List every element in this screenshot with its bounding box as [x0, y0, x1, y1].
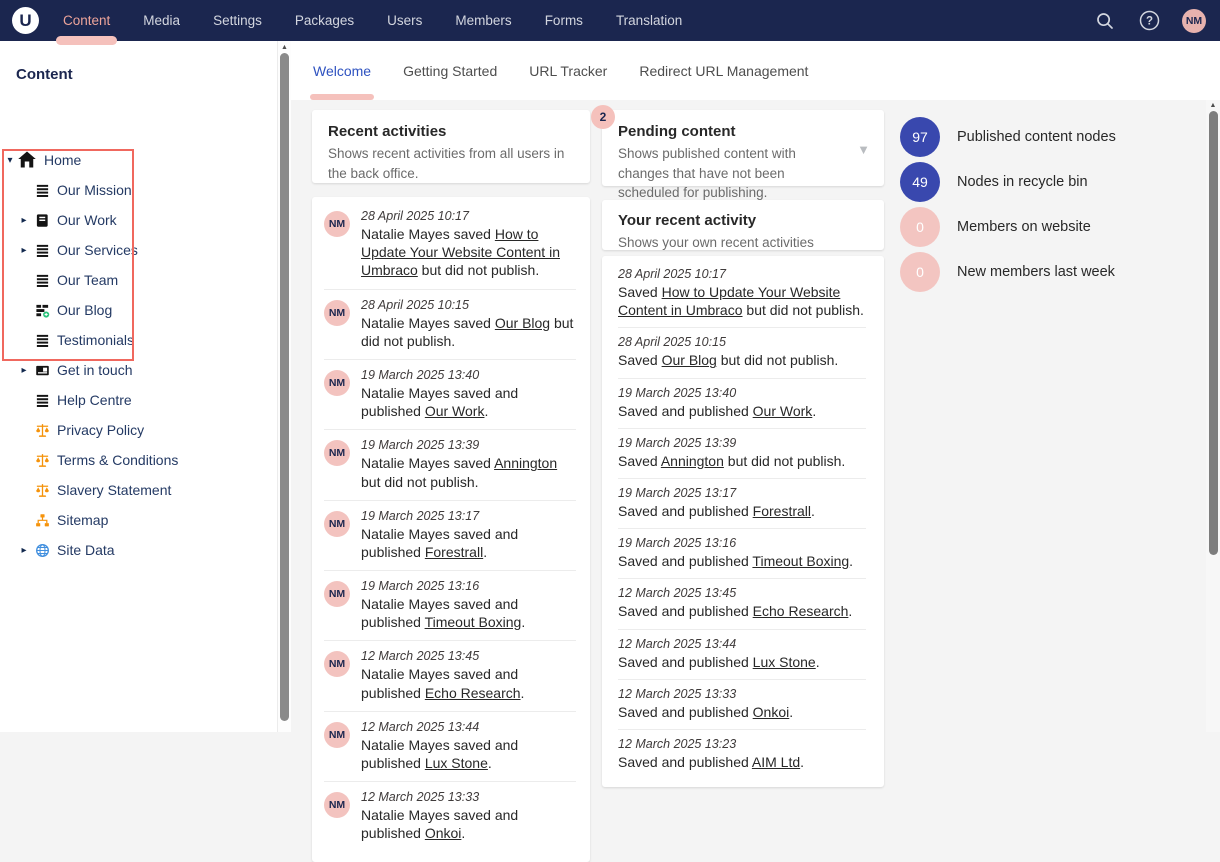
- topnav-item-settings[interactable]: [213, 0, 262, 41]
- sidebar-section-title: Content: [16, 66, 73, 83]
- stat-label: Nodes in recycle bin: [957, 174, 1088, 190]
- activity-entry: [618, 479, 866, 529]
- activity-date: 12 March 2025 13:23: [618, 736, 737, 751]
- pending-content-expand-caret[interactable]: ▼: [857, 142, 870, 157]
- sidebar-item-get-in-touch[interactable]: [0, 355, 277, 385]
- main-scrollbar-thumb[interactable]: [1209, 111, 1218, 555]
- activity-date: 12 March 2025 13:33: [361, 790, 480, 805]
- dashboard-tab-label: Redirect URL Management: [639, 62, 809, 79]
- topnav-item-label: Content: [63, 13, 111, 28]
- activity-entry: [618, 529, 866, 579]
- activity-text: Saved and published Forestrall.: [618, 502, 815, 519]
- activity-text: Natalie Mayes saved and published Onkoi.: [361, 807, 519, 842]
- avatar: NM: [324, 722, 350, 748]
- topnav-item-users[interactable]: [387, 0, 422, 41]
- content-tree: [0, 145, 277, 565]
- activity-entry: [618, 579, 866, 629]
- tree-item-label: Terms & Conditions: [57, 452, 179, 468]
- list-icon: [35, 333, 50, 348]
- tree-expand-caret-icon[interactable]: ▸: [21, 364, 27, 376]
- activity-text: Saved and published Our Work.: [618, 402, 817, 419]
- list-icon: [35, 273, 50, 288]
- contact-icon: [35, 363, 50, 378]
- stat-value-circle: 0: [900, 207, 940, 247]
- activity-entry: [324, 290, 576, 360]
- help-icon[interactable]: [1138, 10, 1160, 32]
- tree-item-label: Our Services: [57, 242, 138, 258]
- sidebar-item-our-blog[interactable]: [0, 295, 277, 325]
- avatar: NM: [324, 440, 350, 466]
- topnav-item-packages[interactable]: [295, 0, 354, 41]
- globe-icon: [35, 543, 50, 558]
- sidebar-scrollbar-thumb[interactable]: [280, 53, 289, 721]
- main-scrollbar[interactable]: [1206, 100, 1220, 732]
- user-avatar[interactable]: NM: [1182, 9, 1206, 33]
- activity-content-link[interactable]: Annington: [660, 452, 724, 469]
- search-icon[interactable]: [1094, 10, 1116, 32]
- recent-activities-header-card: [312, 110, 590, 183]
- tree-item-label: Home: [44, 152, 82, 168]
- tree-item-label: Our Blog: [57, 302, 113, 318]
- stat-label: Published content nodes: [957, 129, 1116, 145]
- activity-entry: [618, 680, 866, 730]
- avatar: NM: [324, 651, 350, 677]
- activity-date: 19 March 2025 13:17: [618, 485, 737, 500]
- activity-date: 19 March 2025 13:40: [618, 385, 737, 400]
- content-tree-sidebar: [0, 41, 277, 732]
- avatar: NM: [324, 581, 350, 607]
- topnav-item-forms[interactable]: [545, 0, 583, 41]
- topnav-item-label: Translation: [615, 13, 683, 28]
- activity-date: 19 March 2025 13:39: [361, 438, 480, 453]
- sidebar-item-privacy-policy[interactable]: [0, 415, 277, 445]
- activity-content-link[interactable]: Our Work: [752, 402, 813, 419]
- activity-text: Saved Annington but did not publish.: [618, 452, 846, 469]
- pending-content-badge: 2: [591, 105, 615, 129]
- scroll-up-arrow-icon[interactable]: ▲: [1209, 102, 1217, 109]
- activity-date: 19 March 2025 13:16: [618, 536, 737, 551]
- sidebar-item-our-team[interactable]: [0, 265, 277, 295]
- activity-date: 12 March 2025 13:45: [361, 649, 480, 664]
- activity-date: 12 March 2025 13:44: [361, 719, 480, 734]
- activity-date: 19 March 2025 13:16: [361, 579, 480, 594]
- stat-row: [900, 207, 1220, 247]
- activity-entry: [324, 430, 576, 500]
- recent-activities-list-card: [312, 197, 590, 862]
- tree-expand-caret-icon[interactable]: ▾: [7, 154, 13, 166]
- activity-content-link[interactable]: AIM Ltd: [751, 753, 801, 770]
- dashboard-content: [290, 100, 1220, 842]
- activity-date: 28 April 2025 10:17: [361, 209, 469, 223]
- activity-entry: [324, 641, 576, 711]
- activity-text: Saved Our Blog but did not publish.: [618, 352, 839, 369]
- activity-entry: [324, 571, 576, 641]
- pending-content-card: [602, 110, 884, 201]
- umbraco-logo[interactable]: U: [12, 7, 39, 34]
- activity-text: Natalie Mayes saved and published Our Work.: [361, 384, 519, 420]
- topnav-item-translation[interactable]: [616, 0, 682, 41]
- sidebar-item-testimonials[interactable]: [0, 325, 277, 355]
- tree-item-label: Get in touch: [57, 362, 133, 378]
- sidebar-item-our-mission[interactable]: [0, 175, 277, 205]
- activity-text: Saved and published Onkoi.: [618, 703, 794, 720]
- pending-content-subtitle: Shows published content with changes that have not been scheduled for publishing.: [618, 146, 796, 201]
- topnav-item-label: Users: [387, 13, 423, 28]
- stat-value-circle: 49: [900, 162, 940, 202]
- activity-entry: [618, 630, 866, 680]
- activity-content-link[interactable]: Lux Stone: [424, 755, 488, 771]
- activity-entry: [324, 360, 576, 430]
- topnav-item-label: Packages: [294, 13, 355, 28]
- your-recent-activity-list-card: [602, 256, 884, 787]
- activity-text: Saved and published Timeout Boxing.: [618, 553, 854, 570]
- tree-item-label: Our Team: [57, 272, 119, 288]
- activity-content-link[interactable]: Lux Stone: [752, 653, 816, 670]
- list-icon: [35, 183, 50, 198]
- activity-date: 19 March 2025 13:17: [361, 508, 480, 523]
- activity-content-link[interactable]: Our Blog: [661, 352, 717, 369]
- sidebar-item-slavery-statement[interactable]: [0, 475, 277, 505]
- blog-icon: [35, 303, 50, 318]
- activity-date: 19 March 2025 13:40: [361, 367, 480, 382]
- activity-date: 12 March 2025 13:44: [618, 636, 737, 651]
- activity-text: Natalie Mayes saved Annington but did not publish.: [361, 455, 558, 490]
- top-bar: [0, 0, 1220, 41]
- activity-text: Natalie Mayes saved and published Forestrall.: [361, 525, 519, 560]
- scroll-up-arrow-icon[interactable]: ▲: [281, 44, 288, 51]
- sidebar-scrollbar[interactable]: [277, 41, 291, 732]
- activity-entry: [324, 501, 576, 571]
- activity-content-link[interactable]: How to Update Your Website Content in Umbraco: [618, 284, 841, 319]
- activity-date: 12 March 2025 13:33: [618, 686, 737, 701]
- tree-item-label: Our Work: [57, 212, 117, 228]
- topnav-item-label: Members: [455, 13, 512, 28]
- tree-item-label: Sitemap: [57, 512, 109, 528]
- activity-date: 19 March 2025 13:39: [618, 435, 737, 450]
- your-recent-activity-header-card: [602, 200, 884, 250]
- activity-entry: [618, 328, 866, 378]
- activity-content-link[interactable]: Our Blog: [494, 314, 551, 331]
- tree-item-label: Testimonials: [57, 332, 135, 348]
- stat-row: [900, 117, 1220, 157]
- activity-entry: [618, 429, 866, 479]
- pending-content-title: Pending content: [618, 123, 736, 140]
- dashboard-main: [290, 41, 1220, 842]
- activity-entry: [618, 379, 866, 429]
- stat-value-circle: 97: [900, 117, 940, 157]
- activity-entry: [618, 730, 866, 779]
- activity-content-link[interactable]: Timeout Boxing: [752, 553, 850, 570]
- dashboard-tab-label: Getting Started: [403, 62, 498, 79]
- sidebar-item-sitemap[interactable]: [0, 505, 277, 535]
- stat-label: Members on website: [957, 219, 1091, 235]
- stat-value-circle: 0: [900, 252, 940, 292]
- tab-redirect-url-management[interactable]: [639, 41, 808, 100]
- dashboard-tabs: [290, 41, 1220, 100]
- activity-entry: [324, 712, 576, 782]
- sitemap-icon: [35, 513, 50, 528]
- home-icon: [17, 150, 37, 170]
- recent-activities-subtitle: Shows recent activities from all users in the back office.: [328, 146, 565, 181]
- activity-content-link[interactable]: How to Update Your Website Content in Umbraco: [361, 226, 560, 279]
- activity-text: Natalie Mayes saved and published Echo Research.: [361, 666, 525, 701]
- activity-content-link[interactable]: Echo Research: [424, 684, 521, 701]
- tree-expand-caret-icon[interactable]: ▸: [21, 544, 27, 556]
- list-icon: [35, 243, 50, 258]
- activity-content-link[interactable]: Timeout Boxing: [424, 614, 522, 631]
- topnav-item-label: Forms: [544, 13, 583, 28]
- activity-entry: [324, 782, 576, 851]
- article-icon: [35, 213, 50, 228]
- scales-icon: [35, 423, 50, 438]
- sidebar-item-help-centre[interactable]: [0, 385, 277, 415]
- activity-text: Natalie Mayes saved and published Timeout Boxing.: [361, 596, 526, 631]
- site-stats: [900, 117, 1220, 297]
- recent-activities-title: Recent activities: [328, 123, 447, 140]
- topnav-item-label: Media: [143, 13, 181, 28]
- activity-content-link[interactable]: Onkoi: [424, 825, 462, 842]
- scales-icon: [35, 453, 50, 468]
- dashboard-tab-label: URL Tracker: [529, 62, 608, 79]
- avatar: NM: [324, 792, 350, 818]
- your-recent-activity-title: Your recent activity: [618, 212, 757, 229]
- activity-text: Natalie Mayes saved and published Lux Stone.: [361, 736, 519, 771]
- activity-content-link[interactable]: Echo Research: [752, 603, 849, 620]
- tree-item-label: Our Mission: [57, 182, 132, 198]
- tab-url-tracker[interactable]: [529, 41, 607, 100]
- topnav-item-members[interactable]: [455, 0, 511, 41]
- tree-item-label: Slavery Statement: [57, 482, 172, 498]
- tree-expand-caret-icon[interactable]: ▸: [21, 214, 27, 226]
- sidebar-item-terms-conditions[interactable]: [0, 445, 277, 475]
- activity-text: Saved and published Echo Research.: [618, 603, 853, 620]
- top-navigation: [63, 0, 682, 41]
- list-icon: [35, 393, 50, 408]
- sidebar-item-our-services[interactable]: [0, 235, 277, 265]
- tab-getting-started[interactable]: [403, 41, 497, 100]
- scales-icon: [35, 483, 50, 498]
- sidebar-item-home[interactable]: [0, 145, 277, 175]
- tab-welcome[interactable]: [313, 41, 371, 100]
- topbar-right: [1094, 9, 1206, 33]
- activity-text: Natalie Mayes saved Our Blog but did not publish.: [361, 314, 574, 349]
- tree-item-label: Site Data: [57, 542, 115, 558]
- stat-row: [900, 162, 1220, 202]
- activity-content-link[interactable]: Annington: [494, 455, 558, 472]
- avatar: NM: [324, 370, 350, 396]
- avatar: NM: [324, 300, 350, 326]
- activity-text: Saved and published Lux Stone.: [618, 653, 820, 670]
- activity-text: Saved How to Update Your Website Content in Umbraco but did not publish.: [618, 284, 864, 319]
- dashboard-tab-label: Welcome: [313, 62, 372, 79]
- tree-expand-caret-icon[interactable]: ▸: [21, 244, 27, 256]
- topnav-item-media[interactable]: [143, 0, 180, 41]
- sidebar-item-our-work[interactable]: [0, 205, 277, 235]
- activity-date: 12 March 2025 13:45: [618, 586, 737, 601]
- avatar: NM: [324, 511, 350, 537]
- tree-item-label: Help Centre: [57, 392, 132, 408]
- activity-date: 28 April 2025 10:15: [618, 335, 726, 350]
- activity-text: Saved and published AIM Ltd.: [618, 753, 805, 770]
- activity-content-link[interactable]: Our Work: [424, 403, 485, 420]
- svg-text:?: ?: [1145, 15, 1153, 28]
- stat-row: [900, 252, 1220, 292]
- your-recent-activity-subtitle: Shows your own recent activities: [618, 235, 814, 250]
- topnav-item-label: Settings: [213, 13, 262, 28]
- topnav-item-content[interactable]: [63, 0, 110, 41]
- avatar: NM: [324, 211, 350, 237]
- activity-text: Natalie Mayes saved How to Update Your Website Content in Umbraco but did not publish.: [361, 226, 560, 279]
- stat-label: New members last week: [957, 264, 1115, 280]
- activity-date: 28 April 2025 10:17: [618, 267, 726, 281]
- activity-entry: [324, 201, 576, 290]
- sidebar-item-site-data[interactable]: [0, 535, 277, 565]
- activity-date: 28 April 2025 10:15: [361, 297, 469, 312]
- activity-content-link[interactable]: Forestrall: [752, 502, 812, 519]
- tree-item-label: Privacy Policy: [57, 422, 145, 438]
- activity-entry: [618, 260, 866, 328]
- activity-content-link[interactable]: Forestrall: [424, 543, 484, 560]
- activity-content-link[interactable]: Onkoi: [752, 703, 790, 720]
